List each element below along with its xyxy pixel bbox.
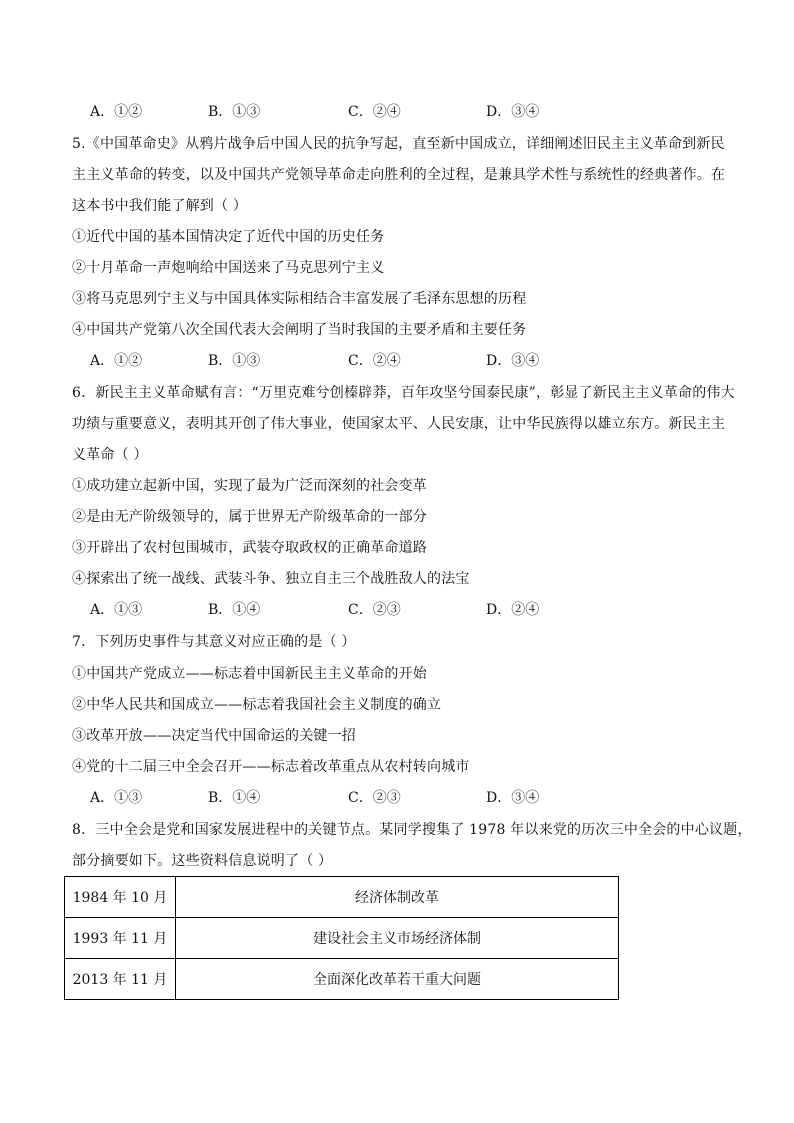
q6-option-c: C．②③ [348,602,401,618]
q5-option-d: D．③④ [486,353,540,369]
q7-item-1: ①中国共产党成立——标志着中国新民主主义革命的开始 [72,666,427,682]
table-cell-topic: 全面深化改革若干重大问题 [176,959,619,1000]
q5-stem-line-2: 主主义革命的转变，以及中国共产党领导革命走向胜利的全过程，是兼具学术性与系统性的经典著作。在 [72,167,726,183]
q7-item-3: ③改革开放——决定当代中国命运的关键一招 [72,728,356,744]
q5-option-c: C．②④ [348,353,401,369]
q5-option-a: A．①② [90,353,143,369]
q7-option-b: B．①④ [208,790,261,806]
q7-option-c: C．②③ [348,790,401,806]
q8-stem-line-2: 部分摘要如下。这些资料信息说明了（ ） [72,853,333,869]
q6-stem-line-2: 功绩与重要意义，表明其开创了伟大事业，使国家太平、人民安康，让中华民族得以雄立东方。新民主主 [72,416,726,432]
q6-option-a: A．①③ [90,602,143,618]
q6-option-d: D．②④ [486,602,540,618]
q5-item-2: ②十月革命一声炮响给中国送来了马克思列宁主义 [72,260,385,276]
q6-item-1: ①成功建立起新中国，实现了最为广泛而深刻的社会变革 [72,478,427,494]
q7-options [90,788,650,808]
table-row [65,877,619,918]
q5-stem-line-3: 这本书中我们能了解到（ ） [72,198,248,214]
q6-item-4: ④探索出了统一战线、武装斗争、独立自主三个战胜敌人的法宝 [72,571,470,587]
q4-options [90,102,650,122]
q5-item-3: ③将马克思列宁主义与中国具体实际相结合丰富发展了毛泽东思想的历程 [72,291,527,307]
q5-item-4: ④中国共产党第八次全国代表大会阐明了当时我国的主要矛盾和主要任务 [72,322,527,338]
q4-option-b: B．①③ [208,104,261,120]
table-cell-date: 2013 年 11 月 [65,959,176,1000]
q6-item-3: ③开辟出了农村包围城市，武装夺取政权的正确革命道路 [72,540,427,556]
q5-stem-line-1: 5.《中国革命史》从鸦片战争后中国人民的抗争写起，直至新中国成立，详细阐述旧民主主义革命到新民 [72,136,725,152]
table-cell-date: 1984 年 10 月 [65,877,176,918]
q7-option-a: A．①③ [90,790,143,806]
q5-options [90,351,650,371]
q4-option-d: D．③④ [486,104,540,120]
q7-stem-line-1: 7．下列历史事件与其意义对应正确的是（ ） [72,634,356,650]
q6-options [90,600,650,620]
table-row [65,959,619,1000]
q4-option-c: C．②④ [348,104,401,120]
q6-stem-line-1: 6．新民主主义革命赋有言：“万里克难兮创榛辟莽，百年攻坚兮国泰民康”，彰显了新民主主义革命的伟大 [72,385,735,401]
q5-option-b: B．①③ [208,353,261,369]
q4-option-a: A．①② [90,104,143,120]
table-cell-topic: 经济体制改革 [176,877,619,918]
q8-stem-line-1: 8．三中全会是党和国家发展进程中的关键节点。某同学搜集了 1978 年以来党的历次三中全会的中心议题， [72,822,752,838]
table-row [65,918,619,959]
q6-stem-line-3: 义革命（ ） [72,447,148,463]
q6-item-2: ②是由无产阶级领导的，属于世界无产阶级革命的一部分 [72,509,427,525]
table-cell-date: 1993 年 11 月 [65,918,176,959]
q7-item-4: ④党的十二届三中全会召开——标志着改革重点从农村转向城市 [72,759,470,775]
table-cell-topic: 建设社会主义市场经济体制 [176,918,619,959]
q7-item-2: ②中华人民共和国成立——标志着我国社会主义制度的确立 [72,697,442,713]
q8-info-table [64,876,619,1000]
q6-option-b: B．①④ [208,602,261,618]
q5-item-1: ①近代中国的基本国情决定了近代中国的历史任务 [72,229,385,245]
q7-option-d: D．③④ [486,790,540,806]
